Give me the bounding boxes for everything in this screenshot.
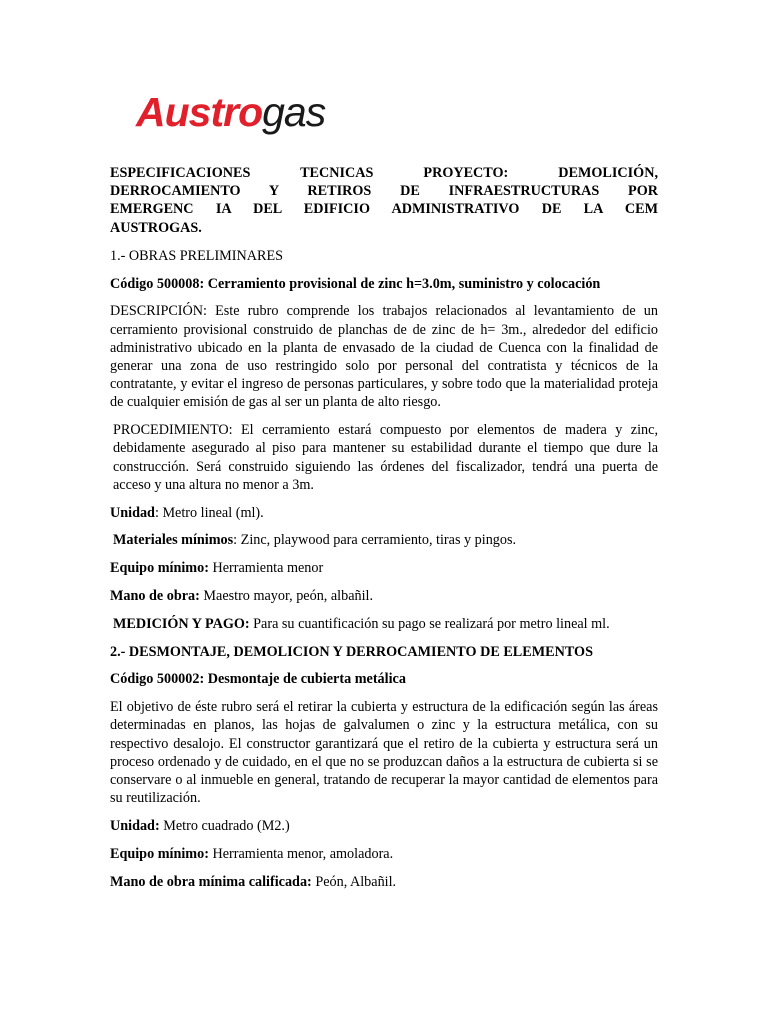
labor-label: Mano de obra mínima calificada: [110, 873, 312, 890]
section1-equipment [110, 559, 658, 577]
title-line: EMERGENC IA DEL EDIFICIO ADMINISTRATIVO DE LA CEM [110, 201, 658, 218]
unit-label: Unidad [110, 504, 155, 521]
logo-part-gas: gas [262, 89, 326, 135]
section1-procedure: PROCEDIMIENTO: El cerramiento estará compuesto por elementos de madera y zinc, debidamente asegurado al piso para mantener su estabilidad durante el tiempo que dure la construcción. Será construido siguiendo las órdenes del fiscalizador, tendrá una puerta de acceso y una altura no menor a 3m. [113, 422, 658, 493]
labor-label: Mano de obra: [110, 588, 200, 605]
section1-labor [110, 587, 658, 605]
section2-equipment [110, 845, 658, 863]
section1-materials [110, 531, 658, 549]
materials-value: : Zinc, playwood para cerramiento, tiras y pingos. [233, 532, 517, 549]
section1-description: DESCRIPCIÓN: Este rubro comprende los trabajos relacionados al levantamiento de un cerramiento provisional construido de planchas de de zinc de h= 3m., alrededor del edificio administrativo ubicado en la planta de envasado de la ciudad de Cuenca con la finalidad de generar una zona de uso restringido solo por personal del contratista y técnicos de la contratante, y evitar el ingreso de personas particulares, y sobre todo que la materialidad proteja de cualquier emisión de gas al ser un planta de alto riesgo. [110, 303, 658, 411]
document-body [110, 164, 658, 900]
payment-value: Para su cuantificación su pago se realizará por metro lineal ml. [249, 615, 610, 632]
unit-value: Metro cuadrado (M2.) [159, 818, 290, 835]
labor-value: Peón, Albañil. [311, 873, 397, 890]
labor-value: Maestro mayor, peón, albañil. [199, 588, 374, 605]
logo-part-austro: Austro [136, 89, 263, 135]
section2-description: El objetivo de éste rubro será el retirar la cubierta y estructura de la edificación según las áreas determinadas en planos, las hojas de galvalumen o zinc y la estructura metálica, con su respectivo desalojo. El constructor garantizará que el retiro de la cubierta y estructura será un proceso ordenado y de cuidado, en el que no se produzcan daños a la estructura de cubierta si se conservare o al inmueble en general, tratando de recuperar la mayor cantidad de elementos para su reutilización. [110, 699, 658, 807]
title-line: ESPECIFICACIONES TECNICAS PROYECTO: DEMOLICIÓN, [110, 165, 658, 181]
materials-label: Materiales mínimos [113, 532, 234, 549]
equipment-value: Herramienta menor, amoladora. [208, 845, 394, 862]
title-line: AUSTROGAS. [110, 219, 202, 236]
unit-value: : Metro lineal (ml). [154, 504, 264, 521]
section1-heading: 1.- OBRAS PRELIMINARES [110, 247, 284, 264]
payment-label: MEDICIÓN Y PAGO: [113, 615, 250, 632]
section2-code: Código 500002: Desmontaje de cubierta metálica [110, 671, 406, 688]
title-line: DERROCAMIENTO Y RETIROS DE INFRAESTRUCTURAS POR [110, 183, 658, 200]
section2-unit [110, 817, 658, 835]
section1-payment [110, 615, 658, 633]
equipment-label: Equipo mínimo: [110, 845, 209, 862]
equipment-value: Herramienta menor [208, 560, 324, 577]
equipment-label: Equipo mínimo: [110, 560, 209, 577]
austrogas-logo [136, 89, 326, 135]
section1-unit [110, 504, 658, 522]
section2-labor [110, 873, 658, 891]
document-title [110, 164, 658, 237]
unit-label: Unidad: [110, 818, 160, 835]
section1-code: Código 500008: Cerramiento provisional de zinc h=3.0m, suministro y colocación [110, 275, 601, 292]
section2-heading: 2.- DESMONTAJE, DEMOLICION Y DERROCAMIENTO DE ELEMENTOS [110, 643, 593, 660]
